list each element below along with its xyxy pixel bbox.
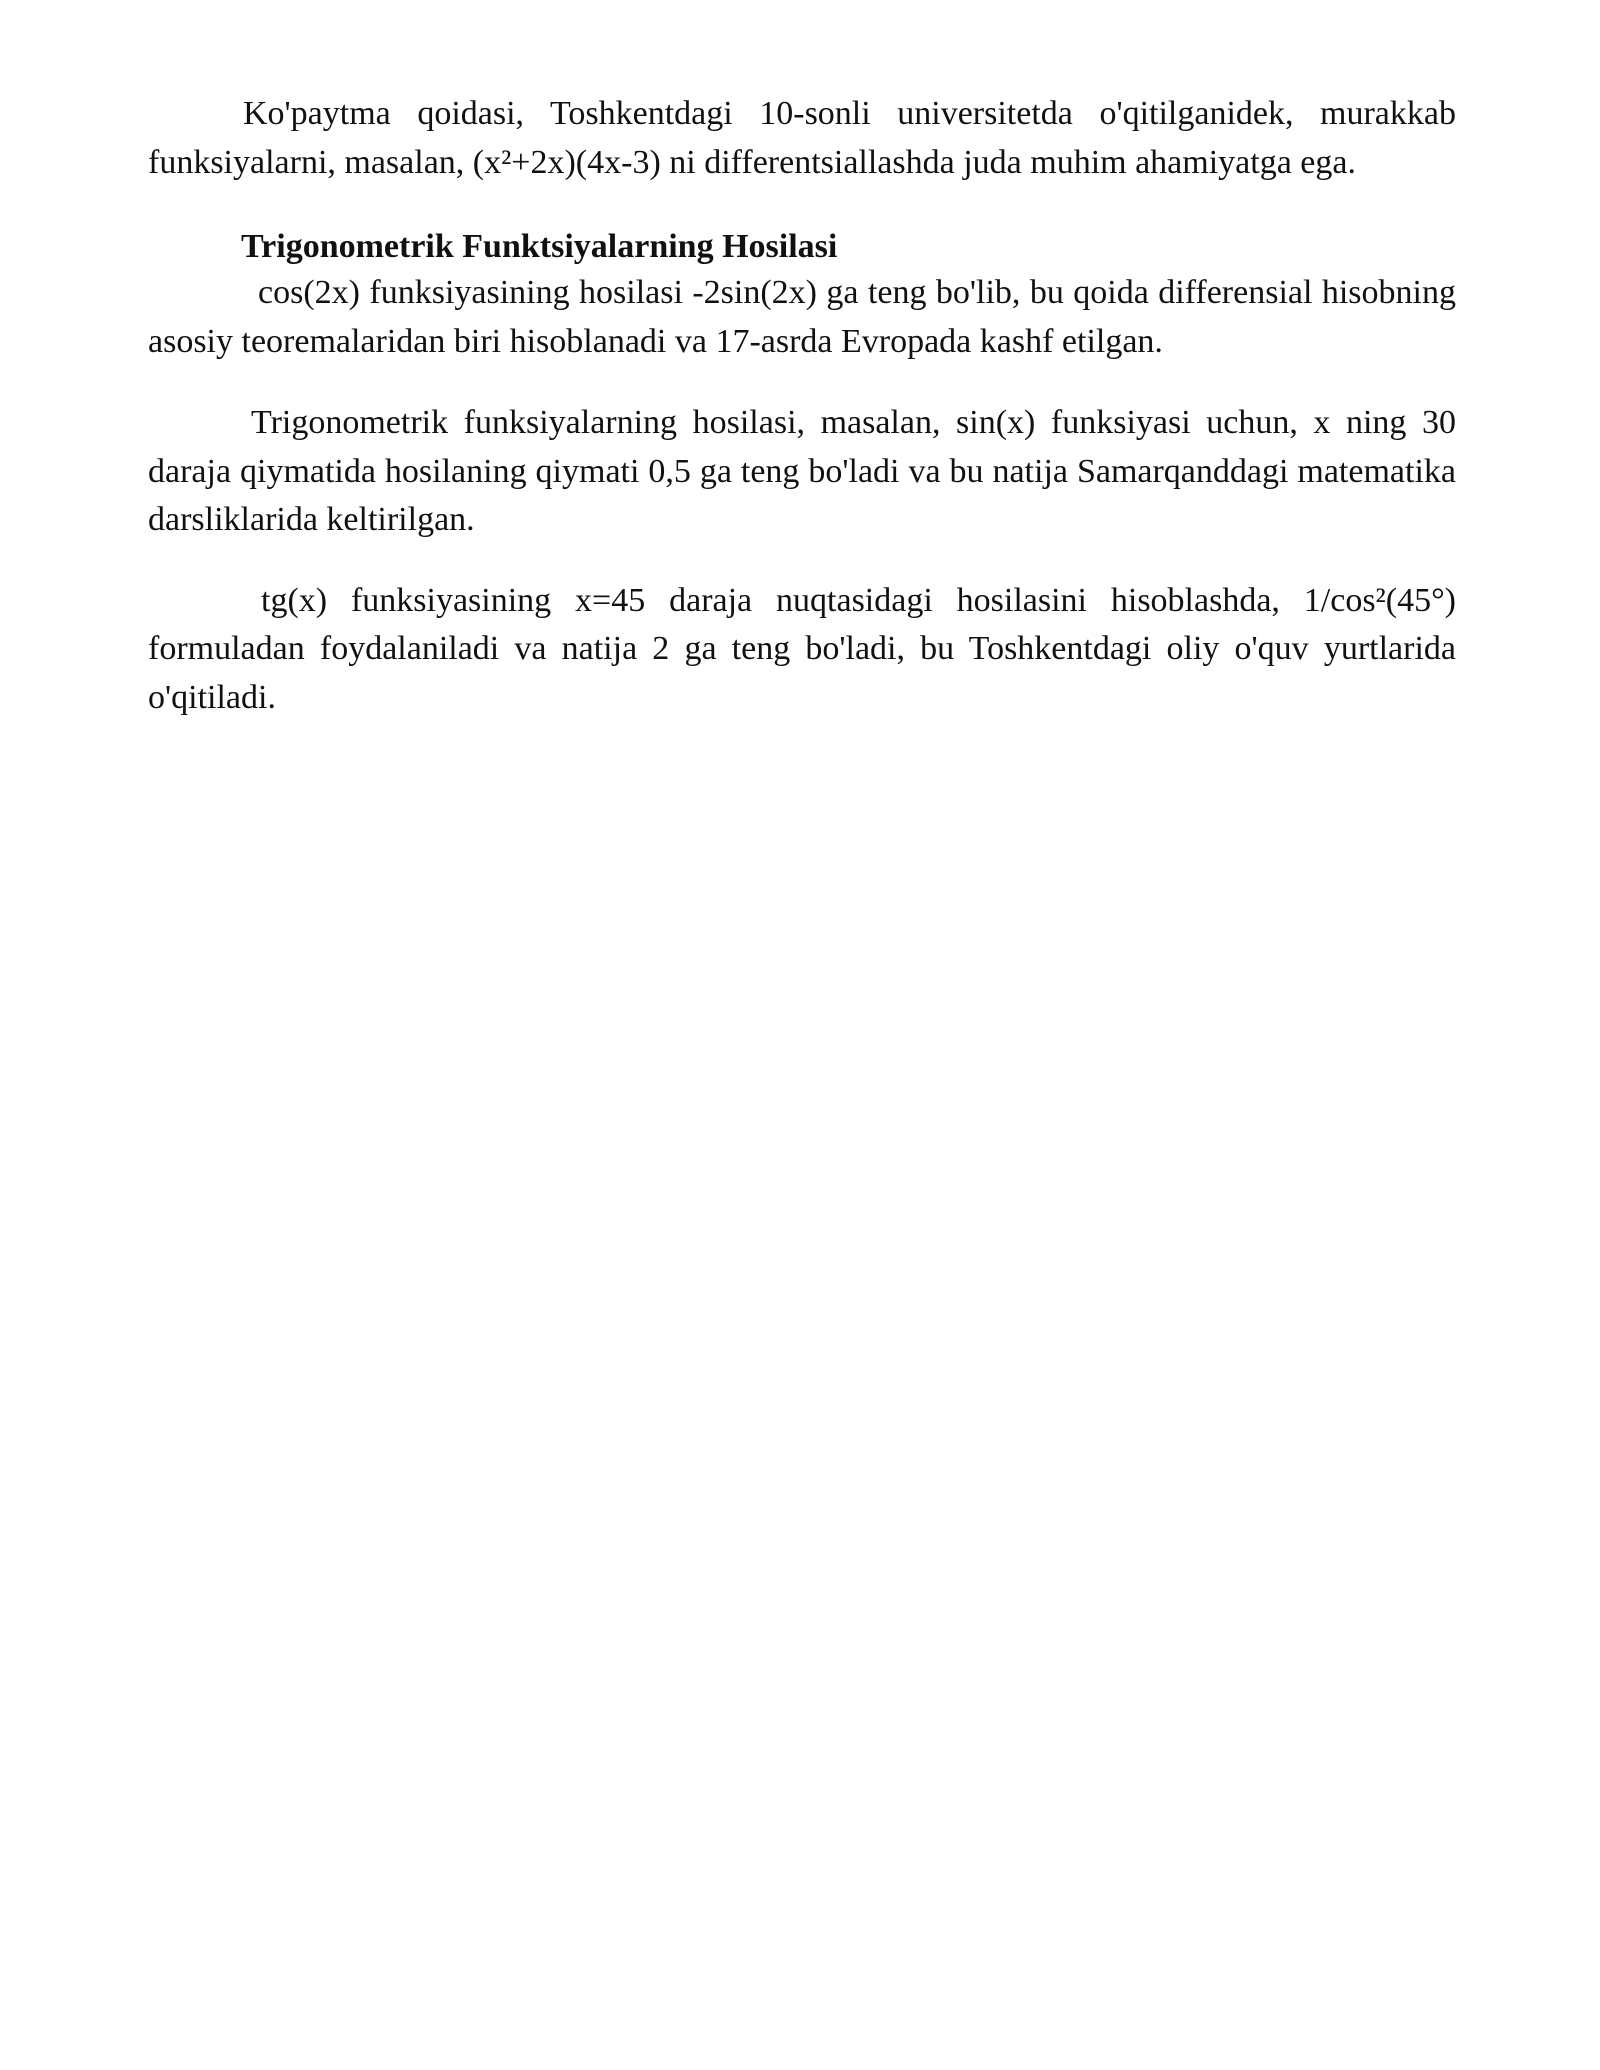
section-heading: Trigonometrik Funktsiyalarning Hosilasi bbox=[241, 228, 838, 265]
paragraph-sin-derivative: Trigonometrik funksiyalarning hosilasi, masalan, sin(x) funksiyasi uchun, x ning 30 daraja qiymatida hosilaning qiymati 0,5 ga teng bo'ladi va bu natija Samarqanddagi matematika darsliklarida keltirilgan. bbox=[148, 404, 1456, 538]
paragraph-product-rule: Ko'paytma qoidasi, Toshkentdagi 10-sonli universitetda o'qitilganidek, murakkab funksiyalarni, masalan, (x²+2x)(4x-3) ni differentsiallashda juda muhim ahamiyatga ega. bbox=[148, 95, 1456, 181]
document-body bbox=[148, 90, 1456, 722]
paragraph-tg-derivative: tg(x) funksiyasining x=45 daraja nuqtasidagi hosilasini hisoblashda, 1/cos²(45°) formuladan foydalaniladi va natija 2 ga teng bo'ladi, bu Toshkentdagi oliy o'quv yurtlarida o'qitiladi. bbox=[148, 581, 1456, 716]
paragraph-cos-derivative: cos(2x) funksiyasining hosilasi -2sin(2x) ga teng bo'lib, bu qoida differensial hisobning asosiy teoremalaridan biri hisoblanadi va 17-asrda Evropada kashf etilgan. bbox=[148, 274, 1456, 360]
